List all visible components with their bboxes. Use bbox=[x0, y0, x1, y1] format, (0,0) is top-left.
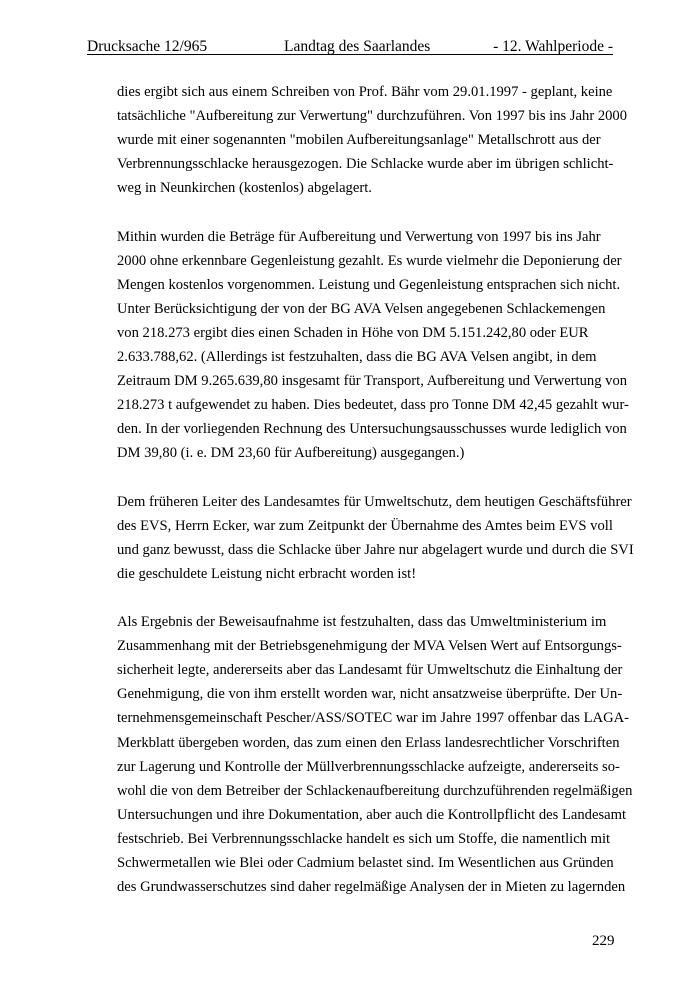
text-line: Schwermetallen wie Blei oder Cadmium belastet sind. Im Wesentlichen aus Gründen bbox=[117, 855, 614, 871]
page-header bbox=[87, 34, 613, 55]
text-line: Verbrennungsschlacke herausgezogen. Die Schlacke wurde aber im übrigen schlicht- bbox=[117, 156, 614, 173]
text-line: weg in Neunkirchen (kostenlos) abgelagert. bbox=[117, 180, 372, 197]
text-line: tatsächliche "Aufbereitung zur Verwertung" durchzuführen. Von 1997 bis ins Jahr 2000 bbox=[117, 108, 628, 125]
text-line: festschrieb. Bei Verbrennungsschlacke handelt es sich um Stoffe, die namentlich mit bbox=[117, 830, 611, 847]
text-line: Mengen kostenlos vorgenommen. Leistung und Gegenleistung entsprachen sich nicht. bbox=[117, 276, 621, 293]
text-line: 2.633.788,62. (Allerdings ist festzuhalten, dass die BG AVA Velsen angibt, in dem bbox=[117, 349, 597, 366]
text-line: sicherheit legte, andererseits aber das Landesamt für Umweltschutz die Einhaltung der bbox=[117, 662, 623, 679]
parliament-name: Landtag des Saarlandes bbox=[284, 38, 431, 55]
text-line: DM 39,80 (i. e. DM 23,60 für Aufbereitung) ausgegangen.) bbox=[117, 445, 465, 462]
text-line: Genehmigung, die von ihm erstellt worden war, nicht ansatzweise überprüfte. Der Un- bbox=[117, 686, 623, 703]
text-line: den. In der vorliegenden Rechnung des Untersuchungsausschusses wurde lediglich von bbox=[117, 421, 627, 438]
document-number: Drucksache 12/965 bbox=[87, 38, 208, 55]
text-line: zur Lagerung und Kontrolle der Müllverbrennungsschlacke aufzeigte, andererseits so- bbox=[117, 758, 620, 775]
text-line: von 218.273 ergibt dies einen Schaden in Höhe von DM 5.151.242,80 oder EUR bbox=[117, 324, 589, 341]
document-body bbox=[117, 80, 634, 923]
text-line: Merkblatt übergeben worden, das zum einen den Erlass landesrechtlicher Vorschriften bbox=[117, 734, 620, 751]
paragraph bbox=[117, 490, 634, 586]
text-line: wohl die von dem Betreiber der Schlackenaufbereitung durchzuführenden regelmäßigen bbox=[117, 782, 633, 799]
text-line: Zeitraum DM 9.265.639,80 insgesamt für Transport, Aufbereitung und Verwertung von bbox=[117, 373, 628, 390]
text-line: Untersuchungen und ihre Dokumentation, aber auch die Kontrollpflicht des Landesamt bbox=[117, 806, 627, 823]
text-line: des Grundwasserschutzes sind daher regelmäßige Analysen der in Mieten zu lagernden bbox=[117, 879, 626, 896]
paragraph bbox=[117, 225, 629, 466]
legislative-period: - 12. Wahlperiode - bbox=[493, 38, 613, 55]
text-line: des EVS, Herrn Ecker, war zum Zeitpunkt der Übernahme des Amtes beim EVS voll bbox=[117, 517, 613, 534]
text-line: Unter Berücksichtigung der von der BG AVA Velsen angegebenen Schlackemengen bbox=[117, 300, 606, 317]
text-line: und ganz bewusst, dass die Schlacke über Jahre nur abgelagert wurde und durch die SVI bbox=[117, 541, 634, 558]
text-line: 218.273 t aufgewendet zu haben. Dies bedeutet, dass pro Tonne DM 42,45 gezahlt wur- bbox=[117, 397, 629, 414]
paragraph bbox=[117, 610, 633, 899]
text-line: wurde mit einer sogenannten "mobilen Aufbereitungsanlage" Metallschrott aus der bbox=[117, 132, 601, 149]
text-line: 2000 ohne erkennbare Gegenleistung gezahlt. Es wurde vielmehr die Deponierung der bbox=[117, 252, 622, 269]
paragraph bbox=[117, 80, 628, 200]
text-line: Zusammenhang mit der Betriebsgenehmigung der MVA Velsen Wert auf Entsorgungs- bbox=[117, 638, 622, 655]
page-number: 229 bbox=[592, 933, 615, 949]
text-line: Als Ergebnis der Beweisaufnahme ist festzuhalten, dass das Umweltministerium im bbox=[117, 614, 607, 631]
text-line: dies ergibt sich aus einem Schreiben von Prof. Bähr vom 29.01.1997 - geplant, keine bbox=[117, 84, 613, 100]
text-line: Dem früheren Leiter des Landesamtes für Umweltschutz, dem heutigen Geschäftsführer bbox=[117, 493, 632, 510]
text-line: Mithin wurden die Beträge für Aufbereitung und Verwertung von 1997 bis ins Jahr bbox=[117, 228, 601, 245]
text-line: die geschuldete Leistung nicht erbracht worden ist! bbox=[117, 565, 417, 582]
text-line: ternehmensgemeinschaft Pescher/ASS/SOTEC war im Jahre 1997 offenbar das LAGA- bbox=[117, 710, 630, 727]
